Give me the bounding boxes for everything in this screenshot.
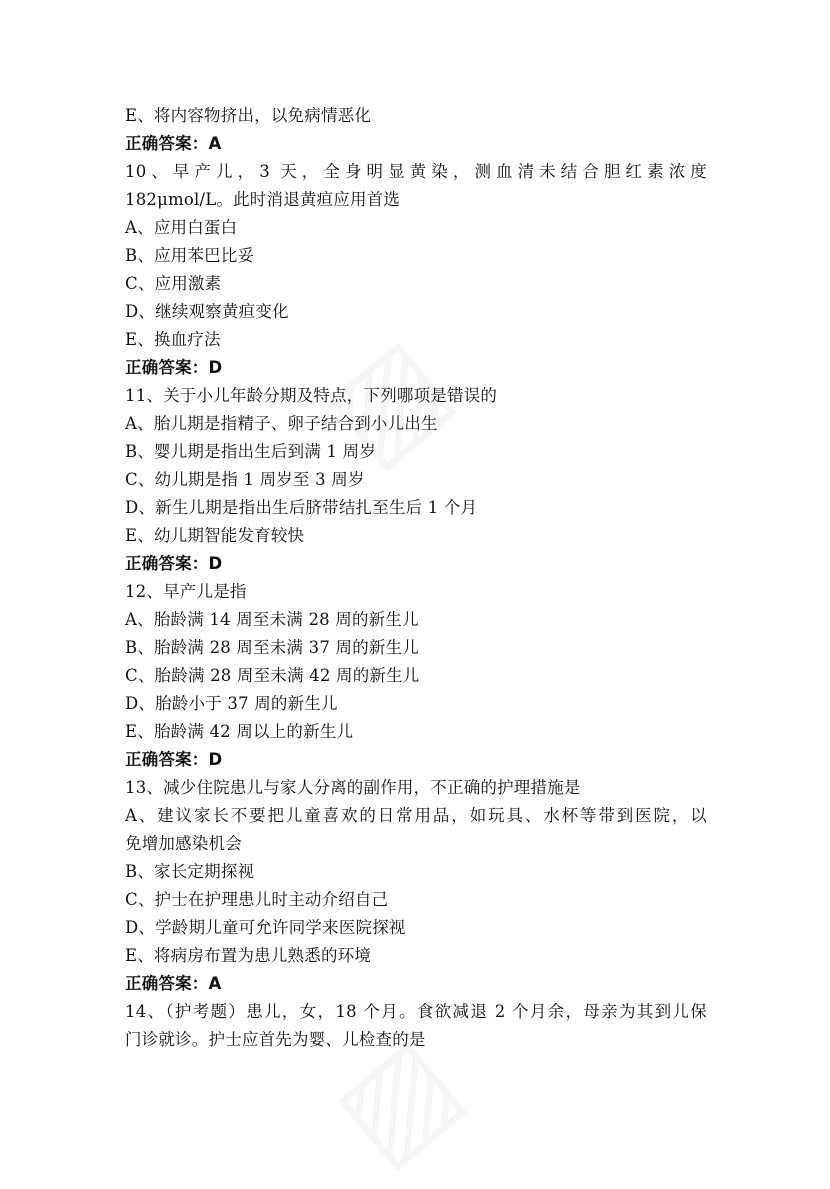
question-11-option-b: B、婴儿期是指出生后到满 1 周岁 (125, 442, 377, 461)
question-13-option-b: B、家长定期探视 (125, 862, 255, 881)
question-10-stem: 10、早产儿，3 天，全身明显黄染，测血清未结合胆红素浓度 (125, 162, 707, 181)
question-14-stem-continued: 门诊就诊。护士应首先为婴、儿检查的是 (125, 1030, 426, 1049)
question-11-stem: 11、关于小儿年龄分期及特点，下列哪项是错误的 (125, 386, 498, 405)
question-12-option-e: E、胎龄满 42 周以上的新生儿 (125, 722, 354, 741)
question-10-option-b: B、应用苯巴比妥 (125, 246, 255, 265)
answer-11: 正确答案：D (125, 554, 223, 573)
question-12-option-a: A、胎龄满 14 周至未满 28 周的新生儿 (125, 610, 419, 629)
answer-12: 正确答案：D (125, 750, 223, 769)
question-11-option-c: C、幼儿期是指 1 周岁至 3 周岁 (125, 470, 365, 489)
question-10-option-d: D、继续观察黄疸变化 (125, 302, 289, 321)
question-12-option-c: C、胎龄满 28 周至未满 42 周的新生儿 (125, 666, 420, 685)
question-13-option-a: A、建议家长不要把儿童喜欢的日常用品，如玩具、水杯等带到医院，以 (125, 806, 707, 825)
question-12-option-d: D、胎龄小于 37 周的新生儿 (125, 694, 338, 713)
question-11-option-e: E、幼儿期智能发育较快 (125, 526, 305, 545)
question-13-stem: 13、减少住院患儿与家人分离的副作用，不正确的护理措施是 (125, 778, 581, 797)
question-11-option-a: A、胎儿期是指精子、卵子结合到小儿出生 (125, 414, 438, 433)
question-13-option-d: D、学龄期儿童可允许同学来医院探视 (125, 918, 406, 937)
question-10-option-a: A、应用白蛋白 (125, 218, 238, 237)
question-12-stem: 12、早产儿是指 (125, 582, 247, 601)
question-11-option-d: D、新生儿期是指出生后脐带结扎至生后 1 个月 (125, 498, 478, 517)
answer-10: 正确答案：D (125, 358, 223, 377)
question-13-option-a-continued: 免增加感染机会 (125, 834, 242, 853)
question-13-option-e: E、将病房布置为患儿熟悉的环境 (125, 946, 372, 965)
question-14-stem: 14、（护考题）患儿，女，18 个月。食欲减退 2 个月余，母亲为其到儿保 (125, 1002, 707, 1021)
question-13-option-c: C、护士在护理患儿时主动介绍自己 (125, 890, 389, 909)
question-12-option-b: B、胎龄满 28 周至未满 37 周的新生儿 (125, 638, 419, 657)
question-10-option-c: C、应用激素 (125, 274, 222, 293)
question-9-option-e: E、将内容物挤出，以免病情恶化 (125, 106, 372, 125)
answer-9: 正确答案：A (125, 134, 222, 153)
question-10-stem-continued: 182μmol/L。此时消退黄疸应用首选 (125, 190, 401, 209)
answer-13: 正确答案：A (125, 974, 222, 993)
question-10-option-e: E、换血疗法 (125, 330, 221, 349)
